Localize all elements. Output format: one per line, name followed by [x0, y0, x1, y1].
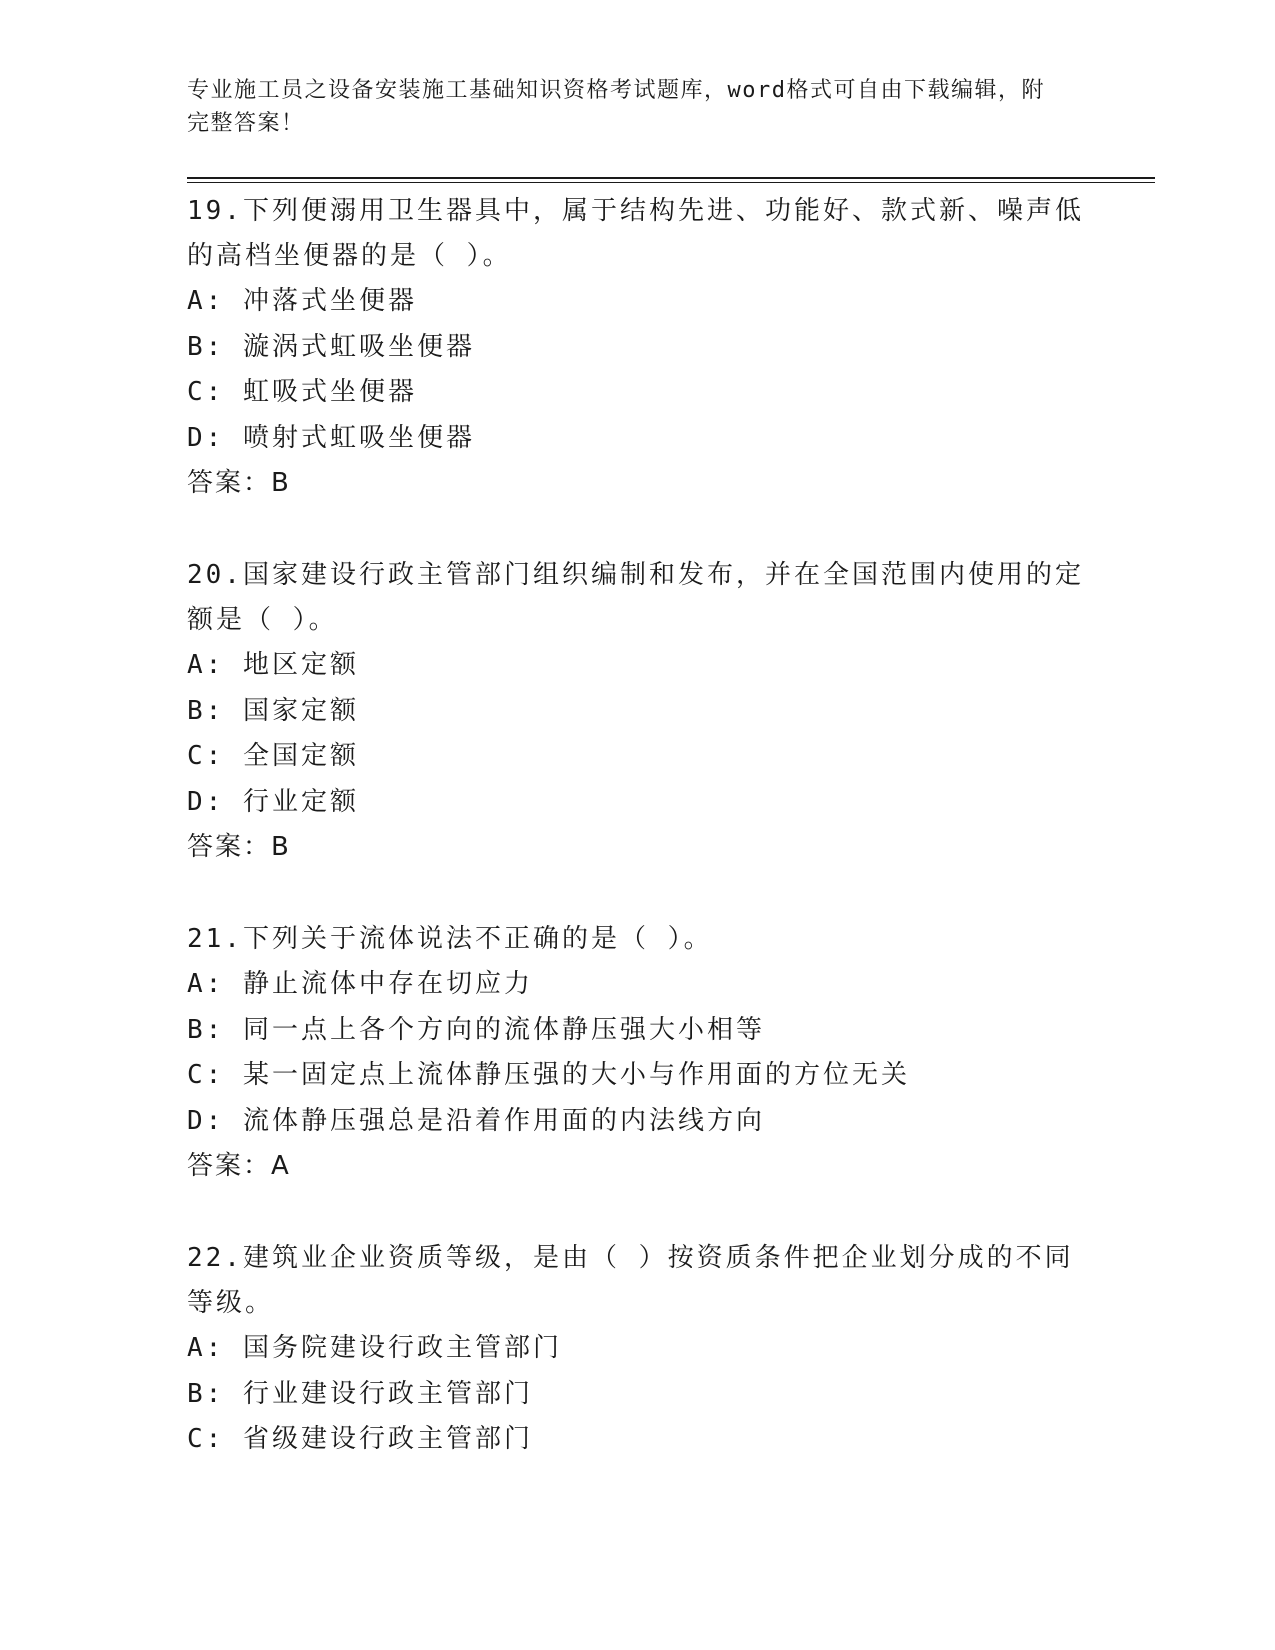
question-21	[187, 917, 1087, 1189]
header-divider-thick	[187, 177, 1155, 179]
question-stem: 20.国家建设行政主管部门组织编制和发布，并在全国范围内使用的定额是（ ）。	[187, 560, 1084, 635]
option-b: B: 行业建设行政主管部门	[187, 1378, 533, 1409]
option-d: D: 流体静压强总是沿着作用面的内法线方向	[187, 1105, 765, 1136]
option-a: A: 国务院建设行政主管部门	[187, 1333, 562, 1363]
answer-line: 答案：B	[187, 832, 291, 862]
option-a: A: 地区定额	[187, 650, 359, 680]
option-a: A: 静止流体中存在切应力	[187, 969, 533, 999]
option-a: A: 冲落式坐便器	[187, 286, 417, 316]
answer-line: 答案：B	[187, 468, 291, 498]
answer-line: 答案：A	[187, 1151, 291, 1181]
option-b: B: 同一点上各个方向的流体静压强大小相等	[187, 1014, 765, 1045]
option-c: C: 省级建设行政主管部门	[187, 1424, 533, 1454]
question-stem: 19.下列便溺用卫生器具中，属于结构先进、功能好、款式新、噪声低的高档坐便器的是（ ）。	[187, 196, 1084, 271]
question-19	[187, 189, 1087, 506]
option-c: C: 全国定额	[187, 741, 359, 771]
option-b: B: 国家定额	[187, 695, 359, 726]
header-divider-thin	[187, 182, 1155, 183]
document-header: 专业施工员之设备安装施工基础知识资格考试题库，word格式可自由下载编辑，附完整答案！	[187, 78, 1045, 136]
option-c: C: 某一固定点上流体静压强的大小与作用面的方位无关	[187, 1060, 910, 1090]
question-22	[187, 1236, 1087, 1463]
option-d: D: 喷射式虹吸坐便器	[187, 422, 475, 453]
option-c: C: 虹吸式坐便器	[187, 377, 417, 407]
question-stem: 21.下列关于流体说法不正确的是（ ）。	[187, 924, 713, 954]
question-stem: 22.建筑业企业资质等级，是由（ ）按资质条件把企业划分成的不同等级。	[187, 1243, 1074, 1318]
question-20	[187, 553, 1087, 870]
option-b: B: 漩涡式虹吸坐便器	[187, 331, 475, 362]
option-d: D: 行业定额	[187, 786, 359, 817]
